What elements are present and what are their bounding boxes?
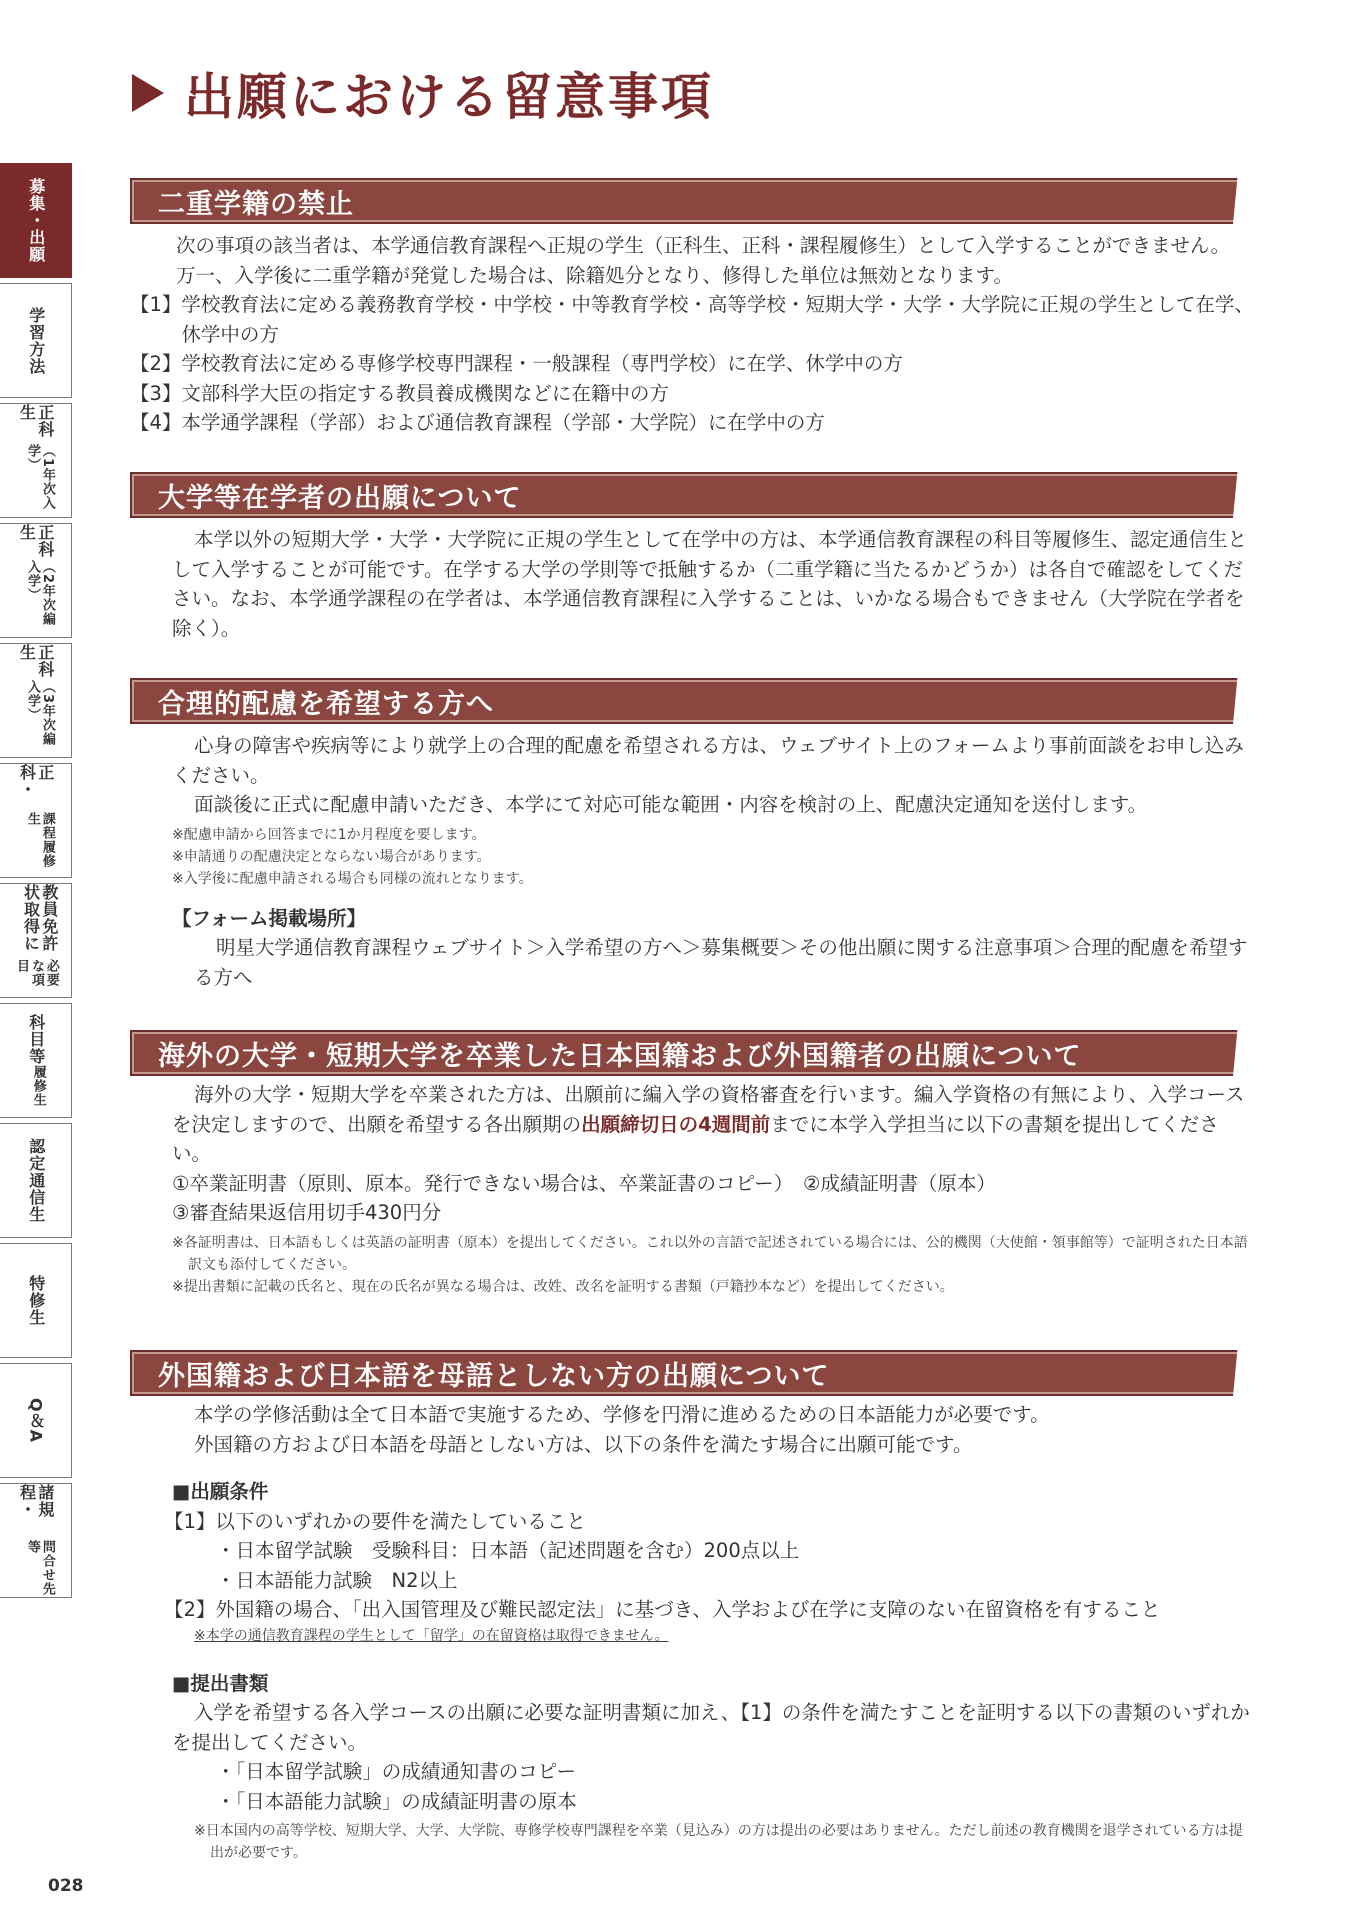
note: ※申請通りの配慮決定とならない場合があります。 (172, 848, 491, 865)
sidebar-tab-sublabel: （2年次編入学） (24, 560, 55, 627)
sidebar-tab-label: 正科生 (17, 524, 55, 558)
sidebar-tab-label: Q＆A (26, 1398, 46, 1443)
note: ※日本国内の高等学校、短期大学、大学、大学院、専修学校専門課程を卒業（見込み）の方は提出の必要はありません。ただし前述の教育機関を退学されている方は提出が必要です。 (194, 1823, 1243, 1861)
form-location-label: 【フォーム掲載場所】 (172, 906, 367, 930)
section-heading: 外国籍および日本語を母語としない方の出願について (158, 1360, 830, 1392)
sidebar-tab[interactable] (0, 883, 72, 998)
section-reasonable-accommodation (130, 678, 1255, 992)
note: ※入学後に配慮申請される場合も同様の流れとなります。 (172, 870, 533, 887)
sidebar-tab-sublabel: （3年次編入学） (24, 680, 55, 747)
sidebar-index-tabs (0, 163, 72, 1603)
subheading-application-conditions: ■出願条件 (172, 1480, 269, 1503)
condition-subitem: ・日本留学試験 受験科目：日本語（記述問題を含む）200点以上 (216, 1539, 800, 1562)
section-heading: 海外の大学・短期大学を卒業した日本国籍および外国籍者の出願について (158, 1040, 1082, 1072)
document-item: ・「日本留学試験」の成績通知書のコピー (216, 1760, 576, 1783)
note: ※本学の通信教育課程の学生として「留学」の在留資格は取得できません。 (194, 1627, 669, 1644)
note: ※各証明書は、日本語もしくは英語の証明書（原本）を提出してください。これ以外の言語で記述されている場合には、公的機関（大使館・領事館等）で証明された日本語訳文も添付してください。 (172, 1234, 1248, 1273)
sidebar-tab[interactable] (0, 1243, 72, 1358)
condition-item: 【2】外国籍の場合、「出入国管理及び難民認定法」に基づき、入学および在学に支障のない在留資格を有すること (164, 1598, 1161, 1621)
condition-subitem: ・日本語能力試験 N2以上 (216, 1568, 458, 1592)
section-heading: 二重学籍の禁止 (158, 188, 354, 220)
page-title-block (132, 58, 714, 128)
section-heading-bar (130, 678, 1255, 724)
sidebar-tab[interactable] (0, 523, 72, 638)
section-overseas-graduates (130, 1030, 1255, 1298)
paragraph: 面談後に正式に配慮申請いただき、本学にて対応可能な範囲・内容を検討の上、配慮決定通知を送付します。 (194, 793, 1148, 816)
paragraph: 本学以外の短期大学・大学・大学院に正規の学生として在学中の方は、本学通信教育課程の科目等履修生、認定通信生として入学することが可能です。在学する大学の学則等で抵触するか（二重学籍に当たるかどうか）は各自で確認をしてください。なお、本学通学課程の在学者は、本学通信教育課程に入学することは、いかなる場合もできません（大学院在学者を除く）。 (172, 528, 1248, 640)
section-double-enrollment (130, 178, 1255, 438)
sidebar-tab-sublabel: 問合せ先等 (24, 1539, 55, 1596)
sidebar-tab-label: 特修生 (26, 1275, 46, 1326)
sidebar-tab[interactable] (0, 1363, 72, 1478)
sidebar-tab[interactable] (0, 403, 72, 518)
sidebar-tab-label: 学習方法 (26, 306, 46, 375)
form-location-path: 明星大学通信教育課程ウェブサイト＞入学希望の方へ＞募集概要＞その他出願に関する注意事項＞合理的配慮を希望する方へ (194, 936, 1248, 989)
page-title: 出願における留意事項 (184, 68, 714, 126)
sidebar-tab[interactable] (0, 763, 72, 878)
section-other-university-students (130, 472, 1255, 643)
list-item: 【2】 学校教育法に定める専修学校専門課程・一般課程（専門学校）に在学、休学中の方 (130, 352, 903, 375)
sidebar-tab[interactable] (0, 283, 72, 398)
list-item: 【1】 学校教育法に定める義務教育学校・中学校・中等教育学校・高等学校・短期大学・大学・大学院に正規の学生として在学、休学中の方 (130, 293, 1254, 346)
deadline-emphasis: 出願締切日の4週間前 (581, 1112, 771, 1136)
section-heading-bar (130, 1350, 1255, 1396)
paragraph: 次の事項の該当者は、本学通信教育課程へ正規の学生（正科生、正科・課程履修生）として入学することができません。 (176, 234, 1231, 257)
sidebar-tab[interactable] (0, 1003, 72, 1118)
sidebar-tab-label: 科目等 (26, 1014, 46, 1065)
required-documents-line: ③審査結果返信用切手430円分 (172, 1201, 442, 1224)
sidebar-tab-sublabel: 必要な項目 (14, 958, 59, 987)
note: ※配慮申請から回答までに1か月程度を要します。 (172, 826, 486, 843)
paragraph: 海外の大学・短期大学を卒業された方は、出願前に編入学の資格審査を行います。編入学資格の有無により、入学コースを決定しますので、出願を希望する各出願期の出願締切日の4週間前までに本学入学担当に以下の書類を提出してください。 (172, 1083, 1245, 1165)
section-heading-bar (130, 1030, 1255, 1076)
paragraph: 本学の学修活動は全て日本語で実施するため、学修を円滑に進めるための日本語能力が必要です。 (194, 1403, 1050, 1426)
paragraph: 外国籍の方および日本語を母語としない方は、以下の条件を満たす場合に出願可能です。 (194, 1432, 973, 1456)
sidebar-tab-label: 教員免許状取得に (21, 884, 59, 952)
sidebar-tab-label: 認定通信生 (26, 1138, 46, 1223)
section-heading: 大学等在学者の出願について (158, 482, 522, 514)
paragraph: 万一、入学後に二重学籍が発覚した場合は、除籍処分となり、修得した単位は無効となります。 (176, 263, 1013, 287)
section-heading: 合理的配慮を希望する方へ (158, 688, 494, 720)
sidebar-tab-label: 正科生 (17, 644, 55, 678)
sidebar-tab[interactable] (0, 1483, 72, 1598)
paragraph: 入学を希望する各入学コースの出願に必要な証明書類に加え、【1】の条件を満たすことを証明する以下の書類のいずれかを提出してください。 (172, 1701, 1250, 1754)
sidebar-tab-label: 諸規程・ (17, 1484, 55, 1518)
sidebar-tab-label: 正科・ (17, 764, 55, 798)
condition-item: 【1】以下のいずれかの要件を満たしていること (164, 1509, 586, 1533)
sidebar-tab-sublabel: （1年次入学） (24, 443, 55, 510)
paragraph: 心身の障害や疾病等により就学上の合理的配慮を希望される方は、ウェブサイト上のフォームより事前面談をお申し込みください。 (172, 734, 1244, 787)
sidebar-tab-label: 募集・出願 (26, 178, 46, 263)
sidebar-tab-sublabel: 履修生 (30, 1065, 46, 1107)
page-number: 028 (48, 1876, 84, 1896)
sidebar-tab[interactable] (0, 1123, 72, 1238)
sidebar-tab[interactable] (0, 643, 72, 758)
sidebar-tab-label: 正科生 (17, 404, 55, 438)
required-documents-line: ①卒業証明書（原則、原本。発行できない場合は、卒業証書のコピー） ②成績証明書（原本） (172, 1171, 996, 1195)
section-non-native-speakers (130, 1350, 1255, 1864)
document-item: ・「日本語能力試験」の成績証明書の原本 (216, 1789, 577, 1813)
section-heading-bar (130, 472, 1255, 518)
triangle-bullet-icon (132, 74, 164, 112)
sidebar-tab-sublabel: 課程履修生 (24, 811, 55, 868)
list-item: 【4】 本学通学課程（学部）および通信教育課程（学部・大学院）に在学中の方 (130, 411, 825, 434)
sidebar-tab[interactable] (0, 163, 72, 278)
section-heading-bar (130, 178, 1255, 224)
list-item: 【3】 文部科学大臣の指定する教員養成機関などに在籍中の方 (130, 381, 669, 405)
subheading-submission-documents: ■提出書類 (172, 1671, 269, 1695)
note: ※提出書類に記載の氏名と、現在の氏名が異なる場合は、改姓、改名を証明する書類（戸籍抄本など）を提出してください。 (172, 1278, 954, 1295)
